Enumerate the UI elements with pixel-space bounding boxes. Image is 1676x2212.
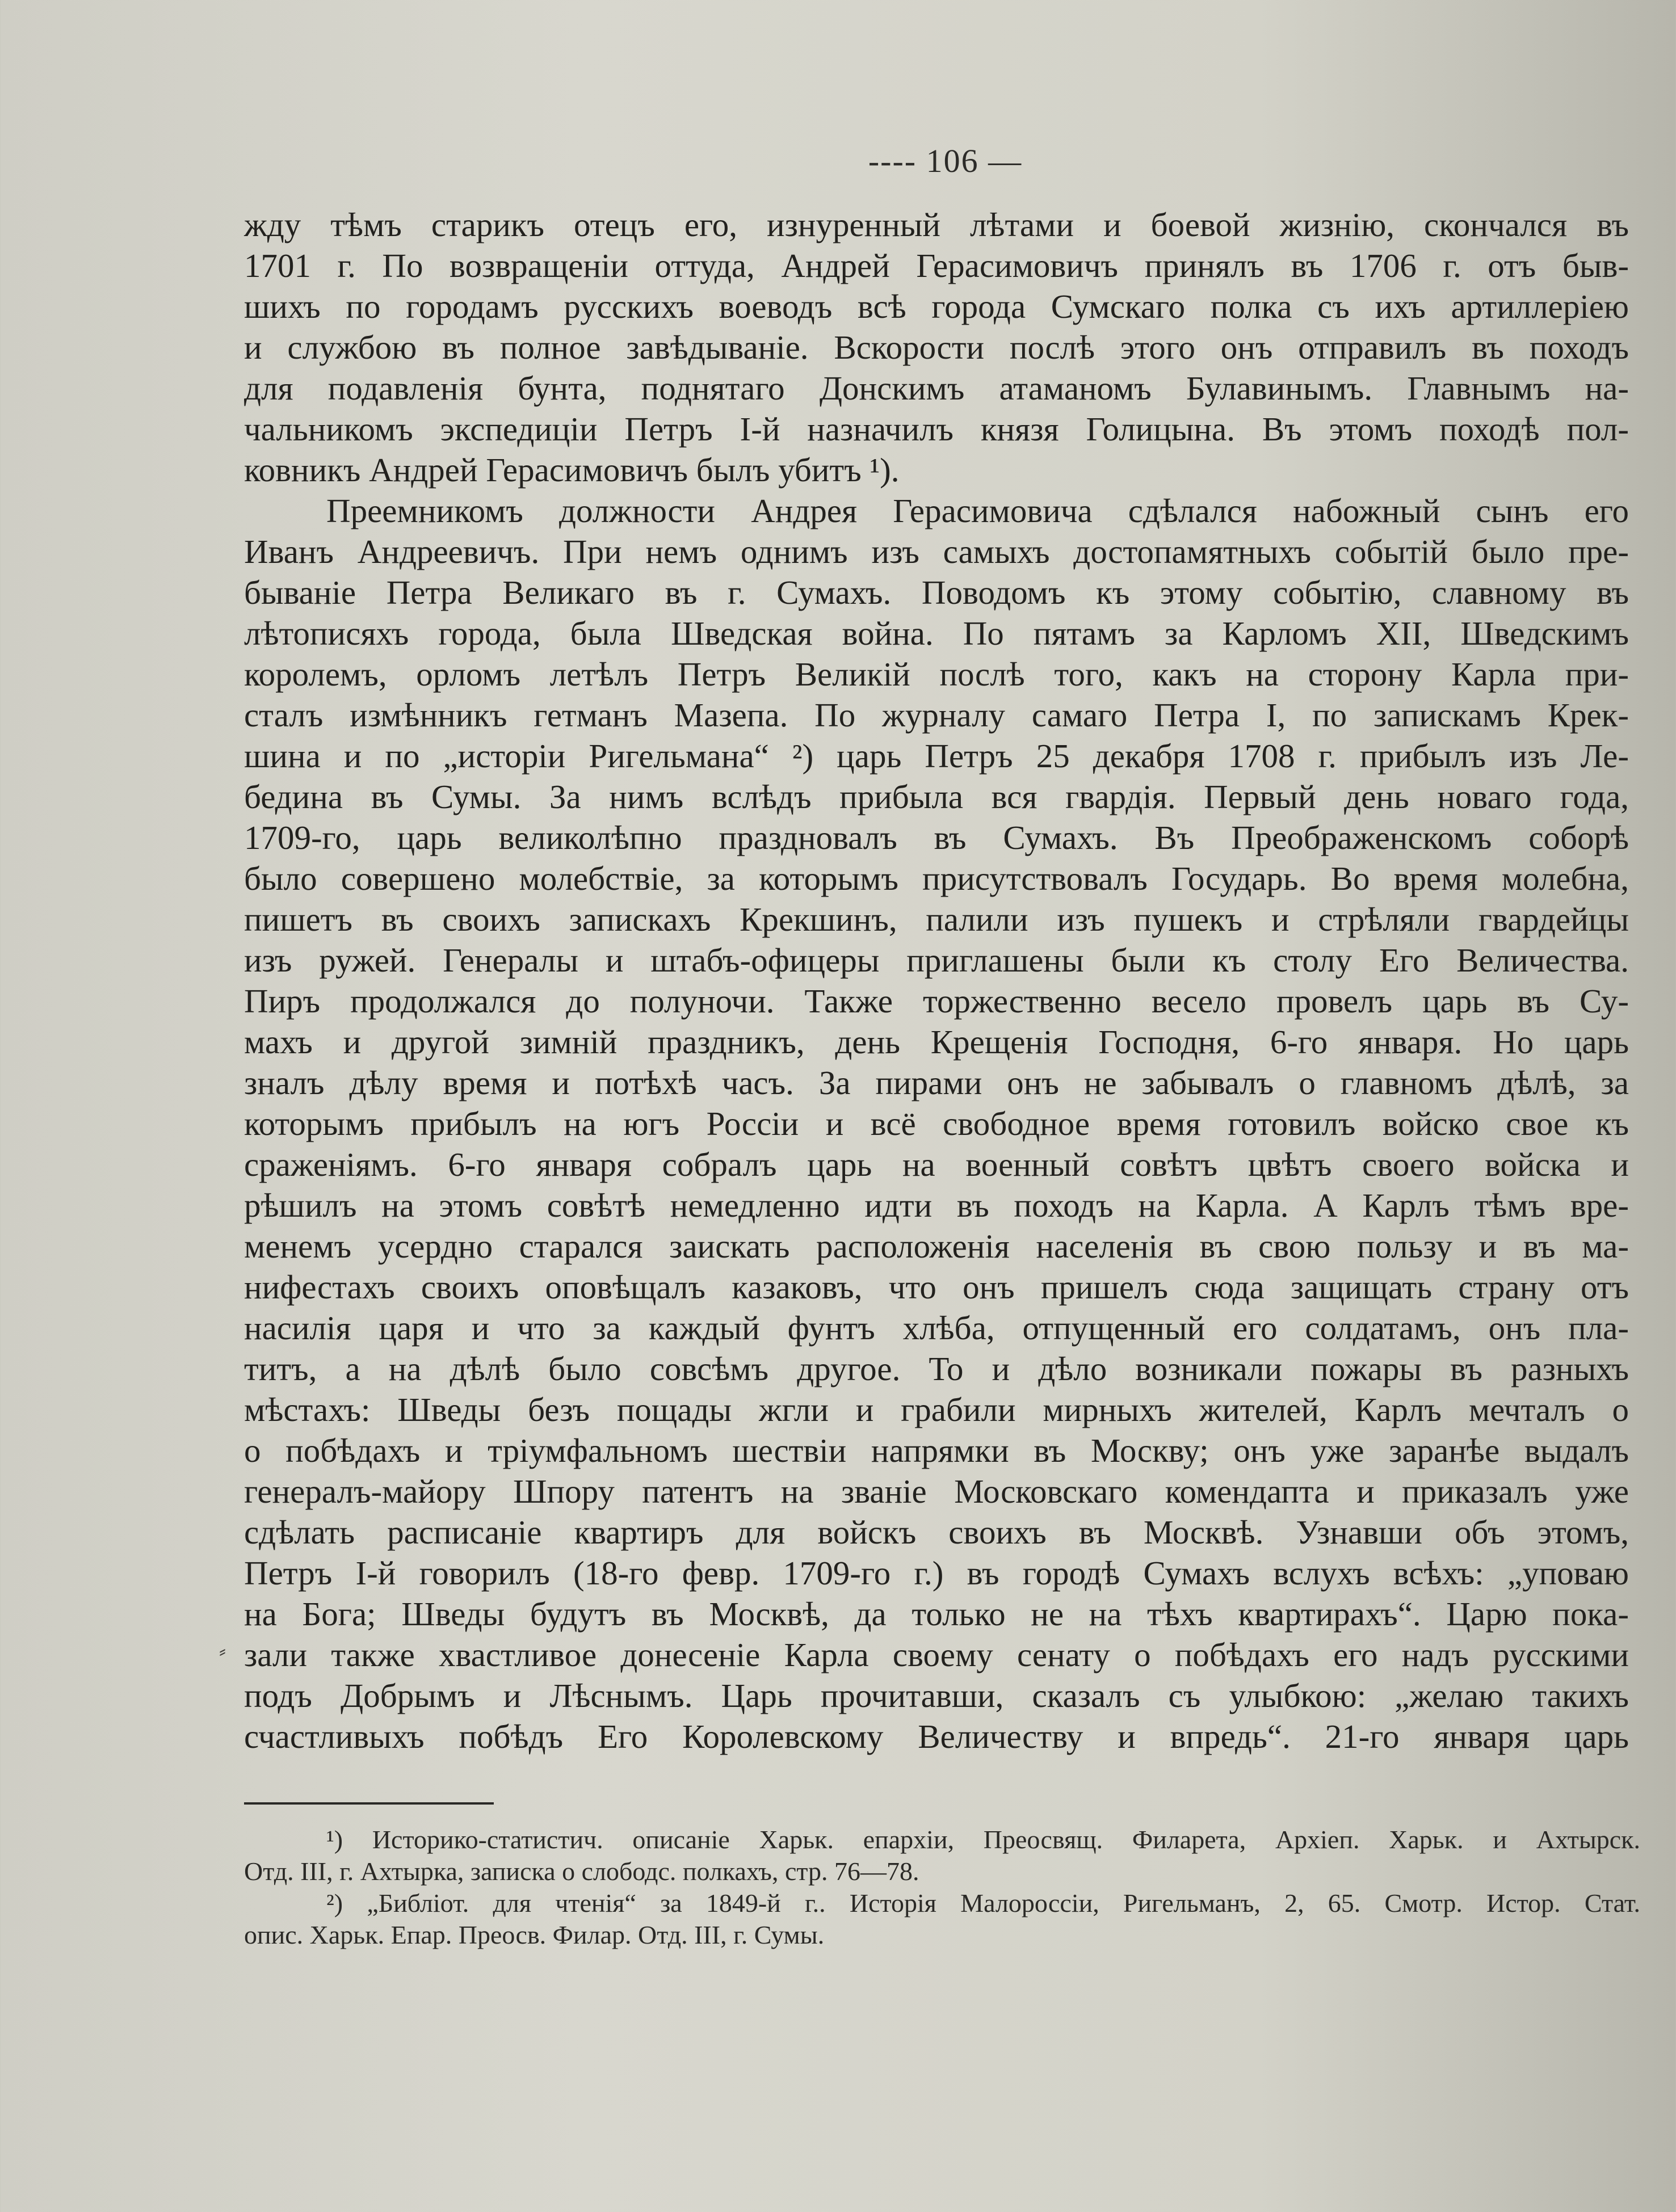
text-line: 1709-го, царь великолѣпно праздновалъ въ Сумахъ. Въ Преображенскомъ соборѣ bbox=[244, 819, 1629, 856]
text-line: было совершено молебствіе, за которымъ присутствовалъ Государь. Во время молебна, bbox=[244, 860, 1629, 897]
text-line: Иванъ Андреевичъ. При немъ однимъ изъ самыхъ достопамятныхъ событій было пре- bbox=[244, 533, 1629, 570]
text-line: сраженіямъ. 6-го января собралъ царь на военный совѣтъ цвѣтъ своего войска и bbox=[244, 1146, 1629, 1183]
text-line: шина и по „исторіи Ригельмана“ ²) царь Петръ 25 декабря 1708 г. прибылъ изъ Ле- bbox=[244, 737, 1629, 775]
text-line: пишетъ въ своихъ запискахъ Крекшинъ, палили изъ пушекъ и стрѣляли гвардейцы bbox=[244, 901, 1629, 938]
text-line: рѣшилъ на этомъ совѣтѣ немедленно идти въ походъ на Карла. А Карлъ тѣмъ вре- bbox=[244, 1187, 1629, 1224]
text-line: для подавленія бунта, поднятаго Донскимъ атаманомъ Булавинымъ. Главнымъ на- bbox=[244, 369, 1629, 407]
text-line: мѣстахъ: Шведы безъ пощады жгли и грабили мирныхъ жителей, Карлъ мечталъ о bbox=[244, 1391, 1629, 1428]
text-line: 1701 г. По возвращеніи оттуда, Андрей Герасимовичъ принялъ въ 1706 г. отъ быв- bbox=[244, 247, 1629, 284]
text-line: лѣтописяхъ города, была Шведская война. По пятамъ за Карломъ XII, Шведскимъ bbox=[244, 615, 1629, 652]
text-line: быванiе Петра Великаго въ г. Сумахъ. Поводомъ къ этому событію, славному въ bbox=[244, 574, 1629, 611]
page-number: ---- 106 — bbox=[868, 142, 1023, 179]
text-line: жду тѣмъ старикъ отецъ его, изнуренный лѣтами и боевой жизнію, скончался въ bbox=[244, 206, 1629, 243]
text-line: счастливыхъ побѣдъ Его Королевскому Величеству и впредь“. 21-го января царь bbox=[244, 1718, 1629, 1755]
text-line: о побѣдахъ и тріумфальномъ шествіи напрямки въ Москву; онъ уже заранѣе выдалъ bbox=[244, 1432, 1629, 1469]
text-line: махъ и другой зимній праздникъ, день Крещенія Господня, 6-го января. Но царь bbox=[244, 1023, 1629, 1061]
text-line: нифестахъ своихъ оповѣщалъ казаковъ, что онъ пришелъ сюда защищать страну отъ bbox=[244, 1268, 1629, 1306]
text-line: шихъ по городамъ русскихъ воеводъ всѣ города Сумскаго полка съ ихъ артиллеріею bbox=[244, 288, 1629, 325]
text-line: изъ ружей. Генералы и штабъ-офицеры приглашены были къ столу Его Величества. bbox=[244, 941, 1629, 979]
text-line: генералъ-майору Шпору патентъ на званіе Московскаго комендапта и приказалъ уже bbox=[244, 1473, 1629, 1510]
text-line: Преемникомъ должности Андрея Герасимовича сдѣлался набожный сынъ его bbox=[326, 492, 1629, 529]
text-line: зали также хвастливое донесеніе Карла своему сенату о побѣдахъ его надъ русскими bbox=[244, 1636, 1629, 1673]
text-line: Петръ I-й говорилъ (18-го февр. 1709-го г.) въ городѣ Сумахъ вслухъ всѣхъ: „уповаю bbox=[244, 1554, 1629, 1592]
text-line: которымъ прибылъ на югъ Россіи и всё свободное время готовилъ войско свое къ bbox=[244, 1105, 1629, 1142]
text-line: сталъ измѣнникъ гетманъ Мазепа. По журналу самаго Петра I, по запискамъ Крек- bbox=[244, 696, 1629, 734]
text-line: и службою въ полное завѣдываніе. Вскорости послѣ этого онъ отправилъ въ походъ bbox=[244, 329, 1629, 366]
text-line: ковникъ Андрей Герасимовичъ былъ убитъ ¹). bbox=[244, 451, 900, 489]
text-line: чальникомъ экспедиціи Петръ I-й назначилъ князя Голицына. Въ этомъ походѣ пол- bbox=[244, 410, 1629, 448]
text-line: на Бога; Шведы будутъ въ Москвѣ, да только не на тѣхъ квартирахъ“. Царю пока- bbox=[244, 1595, 1629, 1633]
stray-mark: ⸗ bbox=[219, 1639, 226, 1662]
text-line: Пиръ продолжался до полуночи. Также торжественно весело провелъ царь въ Су- bbox=[244, 982, 1629, 1020]
footnote-line: ¹) Историко-статистич. описаніе Харьк. епархіи, Преосвящ. Филарета, Архіеп. Харьк. и Ахтырск. bbox=[326, 1825, 1640, 1854]
text-line: бедина въ Сумы. За нимъ вслѣдъ прибыла вся гвардія. Первый день новаго года, bbox=[244, 778, 1629, 815]
text-line: подъ Добрымъ и Лѣснымъ. Царь прочитавши, сказалъ съ улыбкою: „желаю такихъ bbox=[244, 1677, 1629, 1714]
text-line: менемъ усердно старался заискать расположенія населенія въ свою пользу и въ ма- bbox=[244, 1227, 1629, 1265]
footnote-line: Отд. III, г. Ахтырка, записка о слободс. полкахъ, стр. 76—78. bbox=[244, 1857, 919, 1886]
footnote-divider bbox=[244, 1802, 494, 1805]
text-line: королемъ, орломъ летѣлъ Петръ Великій послѣ того, какъ на сторону Карла при- bbox=[244, 655, 1629, 693]
footnote-line: ²) „Библіот. для чтенія“ за 1849-й г.. Исторія Малороссіи, Ригельманъ, 2, 65. Смотр. Истор. Стат. bbox=[326, 1889, 1640, 1917]
text-line: зналъ дѣлу время и потѣхѣ часъ. За пирами онъ не забывалъ о главномъ дѣлѣ, за bbox=[244, 1064, 1629, 1101]
text-line: титъ, а на дѣлѣ было совсѣмъ другое. То и дѣло возникали пожары въ разныхъ bbox=[244, 1350, 1629, 1387]
text-line: насилія царя и что за каждый фунтъ хлѣба, отпущенный его солдатамъ, онъ пла- bbox=[244, 1309, 1629, 1347]
footnote-line: опис. Харьк. Епар. Преосв. Филар. Отд. III, г. Сумы. bbox=[244, 1920, 825, 1949]
text-line: сдѣлать расписаніе квартиръ для войскъ своихъ въ Москвѣ. Узнавши объ этомъ, bbox=[244, 1513, 1629, 1551]
